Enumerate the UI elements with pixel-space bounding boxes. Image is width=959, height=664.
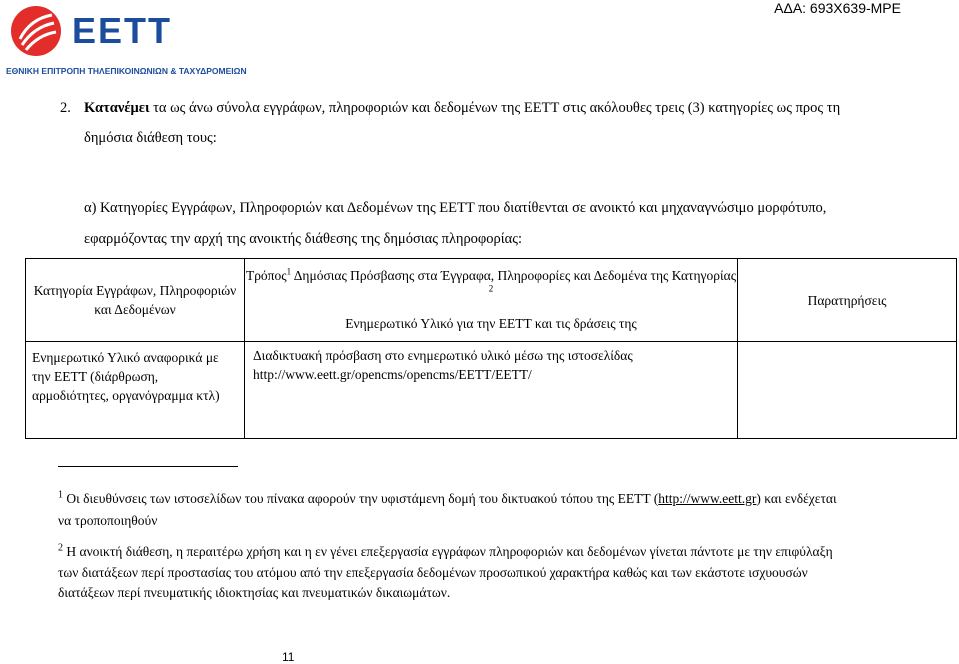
row-category-text: Ενημερωτικό Υλικό αναφορικά με την ΕΕΤΤ (διάρθρωση, αρμοδιότητες, οργανόγραμμα κτλ)	[32, 350, 220, 403]
footnote-1-number: 1	[58, 489, 63, 501]
footnote-2-line-1	[58, 541, 833, 562]
section-2-line-2: δημόσια διάθεση τους:	[84, 130, 217, 146]
row-access-text: Διαδικτυακή πρόσβαση στο ενημερωτικό υλικό μέσω της ιστοσελίδας http://www.eett.gr/opencms/opencms/EETT/EETT/	[253, 348, 633, 382]
footnote-1-line-2: να τροποποιηθούν	[58, 513, 158, 528]
header-notes-cell	[738, 259, 957, 342]
ada-code: ΑΔΑ: 693Χ639-ΜΡΕ	[774, 0, 901, 16]
table-header-row	[26, 259, 957, 342]
footnote-2-number: 2	[58, 542, 63, 554]
header-category-label: Κατηγορία Εγγράφων, Πληροφοριών και Δεδομένων	[33, 283, 237, 317]
footnote-2-text: Η ανοικτή διάθεση, η περαιτέρω χρήση και η εν γένει επεξεργασία εγγράφων πληροφοριών και δεδομένων γίνεται πάντοτε με την επιφύλαξη	[63, 544, 833, 559]
row-notes-cell	[738, 342, 957, 439]
section-2-line-1-text: τα ως άνω σύνολα εγγράφων, πληροφοριών και δεδομένων της ΕΕΤΤ στις ακόλουθες τρεις (3) κατηγορίες ως προς τη	[149, 100, 841, 116]
footnote-separator	[58, 466, 238, 467]
footnote-2-line-3: διατάξεων περί πνευματικής ιδιοκτησίας και πνευματικών δικαιωμάτων.	[58, 585, 451, 600]
eett-logo-subtitle: ΕΘΝΙΚΗ ΕΠΙΤΡΟΠΗ ΤΗΛΕΠΙΚΟΙΝΩΝΙΩΝ & ΤΑΧΥΔΡΟΜΕΙΩΝ	[6, 66, 247, 76]
subsection-a-line-2: εφαρμόζοντας την αρχή της ανοικτής διάθεσης της δημόσιας πληροφορίας:	[84, 231, 523, 247]
subsection-a-line-1: α) Κατηγορίες Εγγράφων, Πληροφοριών και Δεδομένων της ΕΕΤΤ που διατίθενται σε ανοικτό και μηχαναγνώσιμο μορφότυπο,	[84, 200, 827, 216]
row-category-cell	[26, 342, 245, 439]
footnote-2-line-2: των διατάξεων περί προστασίας του ατόμου από την επεξεργασία δεδομένων προσωπικού χαρακτήρα καθώς και των εκάστοτε ισχυουσών	[58, 565, 808, 580]
header-access-label	[245, 259, 737, 301]
page-number: 11	[282, 650, 295, 664]
eett-logo-emblem-icon	[10, 5, 62, 57]
header-access-pre: Τρόπος	[245, 268, 287, 283]
header-access-post: Δημόσιας Πρόσβασης στα Έγγραφα, Πληροφορίες και Δεδομένα της Κατηγορίας	[291, 268, 737, 283]
footnote-ref-2: 2	[488, 283, 494, 294]
row-access-cell	[245, 342, 738, 439]
header-notes-label: Παρατηρήσεις	[807, 292, 887, 308]
section-number: 2.	[60, 100, 71, 116]
section-2-bold-verb: Κατανέμει	[84, 100, 150, 116]
footnote-1-text-end: ) και ενδέχεται	[756, 491, 837, 506]
header-category-cell	[26, 259, 245, 342]
header-access-cell	[245, 259, 738, 342]
footnote-1-line-1	[58, 488, 837, 509]
footnote-1-text: Οι διευθύνσεις των ιστοσελίδων του πίνακα αφορούν την υφιστάμενη δομή του δικτυακού τόπου της ΕΕΤΤ (	[63, 491, 659, 506]
section-2-line-1	[84, 96, 840, 120]
footnote-ref-1: 1	[286, 266, 292, 277]
table-subheader: Ενημερωτικό Υλικό για την ΕΕΤΤ και τις δράσεις της	[345, 316, 637, 331]
table-row	[26, 342, 957, 439]
categories-table	[25, 258, 957, 439]
eett-website-link[interactable]: http://www.eett.gr	[658, 491, 757, 506]
eett-logo-wordmark: EETT	[72, 10, 173, 51]
